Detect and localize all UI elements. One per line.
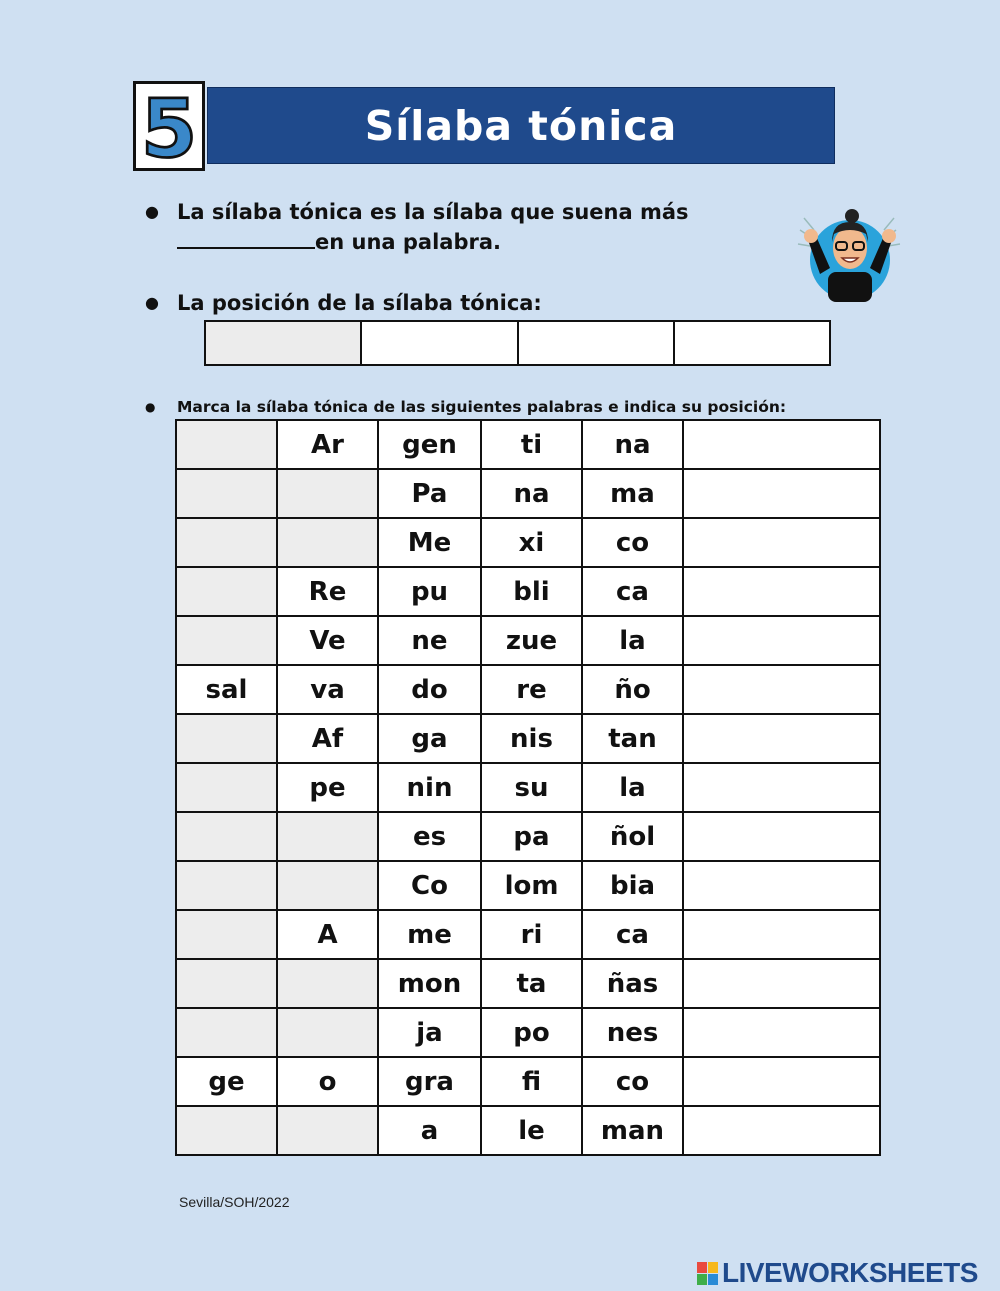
- position-cell[interactable]: [674, 321, 830, 365]
- page-title: Sílaba tónica: [364, 101, 678, 150]
- syllable-cell[interactable]: ñol: [582, 812, 683, 861]
- syllable-cell[interactable]: ñas: [582, 959, 683, 1008]
- syllable-cell[interactable]: gra: [378, 1057, 481, 1106]
- syllable-cell[interactable]: sal: [176, 665, 277, 714]
- syllable-cell[interactable]: tan: [582, 714, 683, 763]
- bullet-dot: ●: [145, 202, 159, 221]
- answer-cell[interactable]: [683, 861, 880, 910]
- syllable-cell[interactable]: do: [378, 665, 481, 714]
- definition-bullet: [145, 197, 689, 257]
- answer-cell[interactable]: [683, 714, 880, 763]
- credit-note: Sevilla/SOH/2022: [179, 1194, 290, 1210]
- syllable-cell[interactable]: co: [582, 1057, 683, 1106]
- empty-syllable-cell: [176, 812, 277, 861]
- instruction-bullet: [145, 396, 786, 418]
- position-bullet: [145, 288, 542, 318]
- answer-cell[interactable]: [683, 910, 880, 959]
- empty-syllable-cell: [277, 518, 378, 567]
- syllable-cell[interactable]: po: [481, 1008, 582, 1057]
- table-row: [176, 959, 880, 1008]
- table-row: [176, 763, 880, 812]
- definition-part1: La sílaba tónica es la sílaba que suena más: [177, 200, 689, 224]
- syllable-cell[interactable]: xi: [481, 518, 582, 567]
- syllable-cell[interactable]: ño: [582, 665, 683, 714]
- empty-syllable-cell: [277, 1008, 378, 1057]
- table-row: [176, 518, 880, 567]
- syllable-cell[interactable]: re: [481, 665, 582, 714]
- answer-cell[interactable]: [683, 567, 880, 616]
- definition-part2: en una palabra.: [315, 230, 501, 254]
- syllable-cell[interactable]: na: [582, 420, 683, 469]
- empty-syllable-cell: [277, 959, 378, 1008]
- answer-cell[interactable]: [683, 1008, 880, 1057]
- answer-cell[interactable]: [683, 665, 880, 714]
- syllable-cell[interactable]: a: [378, 1106, 481, 1155]
- syllable-cell[interactable]: A: [277, 910, 378, 959]
- syllable-cell[interactable]: ma: [582, 469, 683, 518]
- teacher-avatar: [790, 200, 908, 305]
- instruction-text: Marca la sílaba tónica de las siguientes palabras e indica su posición:: [177, 398, 787, 416]
- syllable-cell[interactable]: ta: [481, 959, 582, 1008]
- answer-cell[interactable]: [683, 616, 880, 665]
- empty-syllable-cell: [176, 420, 277, 469]
- title-bar: [207, 87, 835, 164]
- fill-blank[interactable]: [177, 229, 315, 249]
- syllable-cell[interactable]: ga: [378, 714, 481, 763]
- syllable-cell[interactable]: ge: [176, 1057, 277, 1106]
- syllable-cell[interactable]: man: [582, 1106, 683, 1155]
- answer-cell[interactable]: [683, 469, 880, 518]
- bullet-dot: ●: [145, 400, 156, 414]
- empty-syllable-cell: [277, 861, 378, 910]
- brand-text: LIVEWORKSHEETS: [722, 1257, 978, 1288]
- empty-syllable-cell: [176, 469, 277, 518]
- syllable-cell[interactable]: na: [481, 469, 582, 518]
- table-row: [176, 812, 880, 861]
- empty-syllable-cell: [176, 959, 277, 1008]
- table-row: [176, 567, 880, 616]
- syllable-cell[interactable]: es: [378, 812, 481, 861]
- empty-syllable-cell: [277, 812, 378, 861]
- syllable-cell[interactable]: pa: [481, 812, 582, 861]
- syllable-cell[interactable]: co: [582, 518, 683, 567]
- syllable-table: [175, 419, 881, 1156]
- syllable-cell[interactable]: lom: [481, 861, 582, 910]
- syllable-cell[interactable]: Co: [378, 861, 481, 910]
- syllable-cell[interactable]: su: [481, 763, 582, 812]
- empty-syllable-cell: [176, 714, 277, 763]
- syllable-cell[interactable]: ca: [582, 567, 683, 616]
- syllable-cell[interactable]: bia: [582, 861, 683, 910]
- table-row: [176, 420, 880, 469]
- syllable-cell[interactable]: va: [277, 665, 378, 714]
- syllable-cell[interactable]: mon: [378, 959, 481, 1008]
- empty-syllable-cell: [277, 469, 378, 518]
- syllable-cell[interactable]: Ve: [277, 616, 378, 665]
- syllable-cell[interactable]: pe: [277, 763, 378, 812]
- syllable-cell[interactable]: ja: [378, 1008, 481, 1057]
- table-row: [176, 861, 880, 910]
- table-row: [176, 910, 880, 959]
- empty-syllable-cell: [176, 861, 277, 910]
- table-row: [176, 714, 880, 763]
- bullet-dot: ●: [145, 293, 159, 312]
- answer-cell[interactable]: [683, 1057, 880, 1106]
- answer-cell[interactable]: [683, 763, 880, 812]
- syllable-cell[interactable]: Me: [378, 518, 481, 567]
- table-row: [176, 1057, 880, 1106]
- empty-syllable-cell: [176, 616, 277, 665]
- syllable-cell[interactable]: ne: [378, 616, 481, 665]
- syllable-cell[interactable]: ri: [481, 910, 582, 959]
- syllable-cell[interactable]: Af: [277, 714, 378, 763]
- answer-cell[interactable]: [683, 518, 880, 567]
- position-cell[interactable]: [205, 321, 361, 365]
- table-row: [176, 1008, 880, 1057]
- syllable-cell[interactable]: nis: [481, 714, 582, 763]
- number-five-graphic: [136, 84, 202, 168]
- empty-syllable-cell: [277, 1106, 378, 1155]
- syllable-cell[interactable]: nin: [378, 763, 481, 812]
- syllable-cell[interactable]: me: [378, 910, 481, 959]
- table-row: [176, 469, 880, 518]
- position-cell[interactable]: [361, 321, 517, 365]
- position-text: La posición de la sílaba tónica:: [177, 291, 542, 315]
- empty-syllable-cell: [176, 763, 277, 812]
- syllable-cell[interactable]: la: [582, 616, 683, 665]
- empty-syllable-cell: [176, 910, 277, 959]
- syllable-cell[interactable]: pu: [378, 567, 481, 616]
- answer-cell[interactable]: [683, 812, 880, 861]
- syllable-cell[interactable]: gen: [378, 420, 481, 469]
- definition-text: [177, 197, 689, 257]
- syllable-cell[interactable]: bli: [481, 567, 582, 616]
- syllable-cell[interactable]: zue: [481, 616, 582, 665]
- syllable-cell[interactable]: fi: [481, 1057, 582, 1106]
- syllable-cell[interactable]: o: [277, 1057, 378, 1106]
- position-cell[interactable]: [518, 321, 674, 365]
- liveworksheets-logo-icon: [697, 1262, 718, 1285]
- syllable-cell[interactable]: nes: [582, 1008, 683, 1057]
- number-five: 5: [140, 84, 198, 168]
- answer-cell[interactable]: [683, 1106, 880, 1155]
- empty-syllable-cell: [176, 567, 277, 616]
- position-table: [204, 320, 831, 366]
- syllable-cell[interactable]: ti: [481, 420, 582, 469]
- table-row: [176, 616, 880, 665]
- empty-syllable-cell: [176, 518, 277, 567]
- syllable-cell[interactable]: Pa: [378, 469, 481, 518]
- liveworksheets-brand[interactable]: [697, 1257, 978, 1289]
- empty-syllable-cell: [176, 1008, 277, 1057]
- syllable-cell[interactable]: Ar: [277, 420, 378, 469]
- lesson-number-badge: [133, 81, 205, 171]
- syllable-cell[interactable]: ca: [582, 910, 683, 959]
- empty-syllable-cell: [176, 1106, 277, 1155]
- answer-cell[interactable]: [683, 959, 880, 1008]
- syllable-cell[interactable]: la: [582, 763, 683, 812]
- answer-cell[interactable]: [683, 420, 880, 469]
- table-row: [176, 665, 880, 714]
- table-row: [176, 1106, 880, 1155]
- syllable-cell[interactable]: le: [481, 1106, 582, 1155]
- syllable-cell[interactable]: Re: [277, 567, 378, 616]
